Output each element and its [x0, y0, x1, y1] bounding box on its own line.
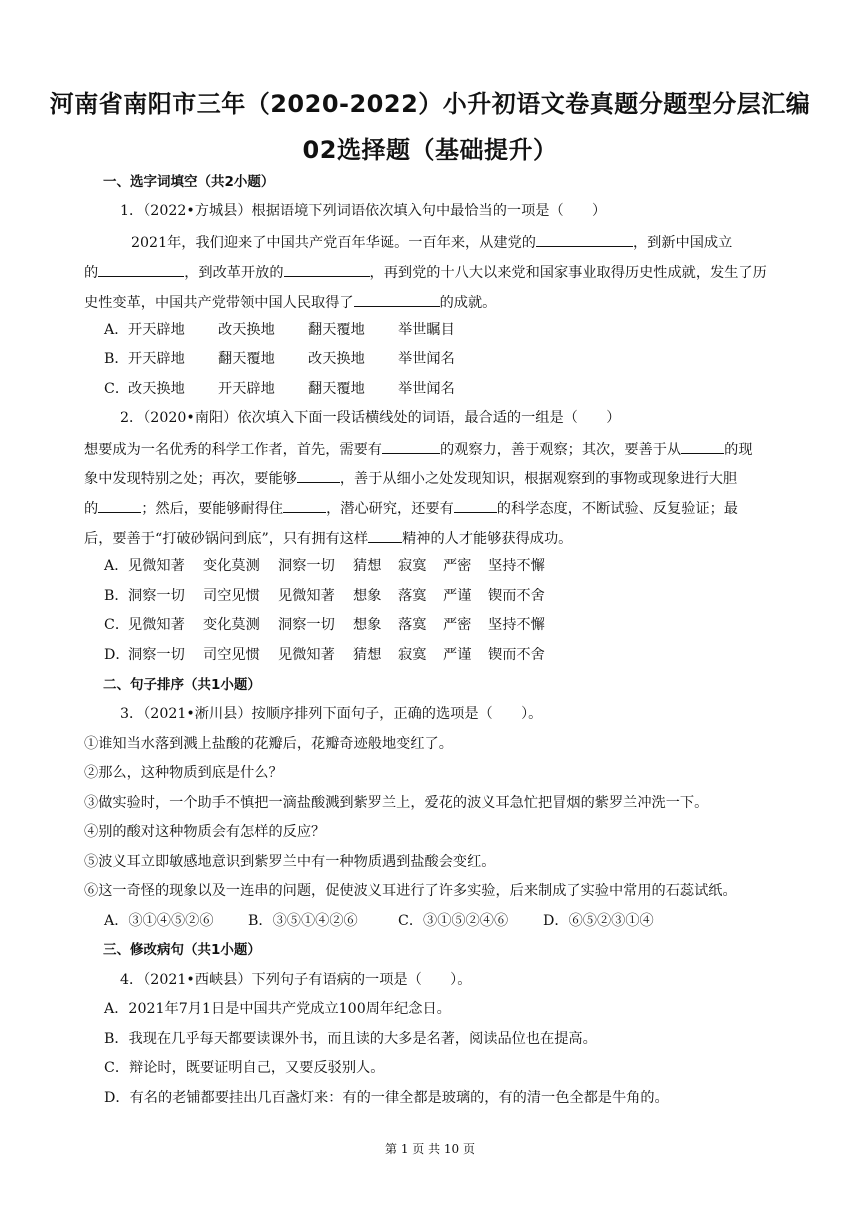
option-word: 洞察一切	[278, 617, 335, 633]
question-1-option-b	[104, 349, 455, 369]
text: ，到改革开放的	[184, 265, 284, 281]
option-word: 洞察一切	[278, 558, 335, 574]
option-word: 翻天覆地	[308, 322, 365, 338]
option-c: C．③①⑤②④⑥	[398, 913, 509, 929]
question-1-option-a	[104, 320, 455, 340]
question-4-option-c: C．辩论时，既要证明自己，又要反驳别人。	[104, 1060, 385, 1076]
option-word: 洞察一切	[128, 588, 185, 604]
option-word: 开天辟地	[128, 322, 185, 338]
question-3-stem: 3．（2021•淅川县）按顺序排列下面句子，正确的选项是（ ）。	[120, 706, 543, 722]
question-2-passage-line3	[84, 497, 738, 519]
option-word: 锲而不舍	[488, 588, 545, 604]
question-2-passage-line1	[84, 438, 753, 460]
option-letter: B．	[104, 588, 129, 604]
question-3-sentence-3: ③做实验时，一个助手不慎把一滴盐酸溅到紫罗兰上，爱花的波义耳急忙把冒烟的紫罗兰冲洗一下。	[84, 795, 709, 811]
option-word: 严密	[443, 558, 472, 574]
blank	[297, 467, 340, 483]
option-word: 寂寞	[398, 558, 427, 574]
option-letter: C．	[104, 617, 130, 633]
question-2-passage-line4	[84, 527, 572, 549]
option-word: 严谨	[443, 588, 472, 604]
option-letter: D．	[104, 647, 130, 663]
option-letter: A．	[104, 322, 129, 338]
option-b: B．③⑤①④②⑥	[248, 913, 358, 929]
option-word: 洞察一切	[128, 647, 185, 663]
option-word: 想象	[353, 588, 382, 604]
question-1-stem: 1．（2022•方城县）根据语境下列词语依次填入句中最恰当的一项是（ ）	[120, 203, 607, 219]
text: 想要成为一名优秀的科学工作者，首先，需要有	[84, 442, 382, 458]
option-word: 开天辟地	[218, 381, 275, 397]
option-word: 猜想	[353, 558, 382, 574]
option-word: 改天换地	[308, 351, 365, 367]
blank	[454, 497, 497, 513]
blank	[354, 291, 440, 307]
option-letter: C．	[104, 381, 130, 397]
document-title-line2: 02选择题（基础提升）	[302, 136, 558, 164]
option-word: 严密	[443, 617, 472, 633]
question-4-option-b: B．我现在几乎每天都要读课外书，而且读的大多是名著，阅读品位也在提高。	[104, 1031, 597, 1047]
option-word: 改天换地	[218, 322, 275, 338]
section-heading-1: 一、选字词填空（共2小题）	[103, 174, 275, 190]
option-word: 锲而不舍	[488, 647, 545, 663]
text: 2021年，我们迎来了中国共产党百年华诞。一百年来，从建党的	[131, 235, 536, 251]
blank	[98, 497, 141, 513]
text: 的	[84, 501, 99, 517]
question-2-passage-line2	[84, 467, 737, 489]
option-word: 司空见惯	[203, 647, 260, 663]
question-3-sentence-6: ⑥这一奇怪的现象以及一连串的问题，促使波义耳进行了许多实验，后来制成了实验中常用的石蕊试纸。	[84, 883, 737, 899]
document-title-line1: 河南省南阳市三年（2020-2022）小升初语文卷真题分题型分层汇编	[49, 90, 811, 118]
question-3-options	[104, 911, 654, 931]
option-word: 见微知著	[278, 647, 335, 663]
page-footer: 第 1 页 共 10 页	[385, 1142, 475, 1156]
text: 史性变革，中国共产党带领中国人民取得了	[84, 295, 354, 311]
blank	[536, 231, 633, 247]
text: 的科学态度，不断试验、反复验证；最	[496, 501, 738, 517]
option-d: D．⑥⑤②③①④	[543, 913, 654, 929]
question-2-option-d	[104, 645, 545, 665]
option-word: 举世闻名	[398, 351, 455, 367]
option-word: 见微知著	[278, 588, 335, 604]
option-word: 坚持不懈	[488, 558, 545, 574]
text: ；然后，要能够耐得住	[141, 501, 284, 517]
text: ，到新中国成立	[632, 235, 733, 251]
question-4-stem: 4．（2021•西峡县）下列句子有语病的一项是（ ）。	[120, 972, 472, 988]
blank	[368, 527, 402, 543]
question-3-sentence-4: ④别的酸对这种物质会有怎样的反应？	[84, 824, 326, 840]
text: 后，要善于“打破砂锅问到底”，只有拥有这样	[84, 531, 369, 547]
blank	[284, 261, 370, 277]
text: ，潜心研究，还要有	[326, 501, 454, 517]
question-1-passage-line1	[131, 231, 732, 253]
option-letter: A．	[104, 558, 129, 574]
text: 的现	[724, 442, 753, 458]
option-word: 想象	[353, 617, 382, 633]
option-word: 落寞	[398, 588, 427, 604]
question-3-sentence-2: ②那么，这种物质到底是什么？	[84, 765, 283, 781]
question-1-passage-line3	[84, 291, 496, 313]
option-word: 司空见惯	[203, 588, 260, 604]
option-word: 开天辟地	[128, 351, 185, 367]
option-word: 见微知著	[128, 558, 185, 574]
question-2-option-b	[104, 586, 545, 606]
blank	[382, 438, 440, 454]
text: ，再到党的十八大以来党和国家事业取得历史性成就，发生了历	[369, 265, 767, 281]
option-word: 翻天覆地	[308, 381, 365, 397]
option-word: 寂寞	[398, 647, 427, 663]
option-word: 举世瞩目	[398, 322, 455, 338]
option-word: 变化莫测	[203, 558, 260, 574]
option-word: 翻天覆地	[218, 351, 275, 367]
question-3-sentence-5: ⑤波义耳立即敏感地意识到紫罗兰中有一种物质遇到盐酸会变红。	[84, 854, 496, 870]
question-4-option-d: D．有名的老铺都要挂出几百盏灯来：有的一律全都是玻璃的，有的清一色全都是牛角的。	[104, 1090, 669, 1106]
option-word: 改天换地	[128, 381, 185, 397]
option-word: 坚持不懈	[488, 617, 545, 633]
option-word: 严谨	[443, 647, 472, 663]
option-word: 猜想	[353, 647, 382, 663]
blank	[98, 261, 184, 277]
text: 的观察力，善于观察；其次，要善于从	[439, 442, 682, 458]
blank	[283, 497, 326, 513]
option-letter: B．	[104, 351, 129, 367]
option-word: 变化莫测	[203, 617, 260, 633]
option-word: 举世闻名	[398, 381, 455, 397]
question-2-option-a	[104, 556, 545, 576]
section-heading-3: 三、修改病句（共1小题）	[103, 942, 261, 958]
question-1-option-c	[104, 379, 455, 399]
text: ，善于从细小之处发现知识，根据观察到的事物或现象进行大胆	[339, 471, 738, 487]
question-4-option-a: A．2021年7月1日是中国共产党成立100周年纪念日。	[104, 1001, 451, 1017]
question-2-stem: 2．（2020•南阳）依次填入下面一段话横线处的词语，最合适的一组是（ ）	[120, 410, 621, 426]
option-word: 见微知著	[128, 617, 185, 633]
section-heading-2: 二、句子排序（共1小题）	[103, 677, 261, 693]
question-1-passage-line2	[84, 261, 767, 283]
text: 的成就。	[439, 295, 497, 311]
text: 的	[84, 265, 99, 281]
option-word: 落寞	[398, 617, 427, 633]
text: 精神的人才能够获得成功。	[402, 531, 573, 547]
option-a: A．③①④⑤②⑥	[104, 913, 214, 929]
blank	[681, 438, 724, 454]
text: 象中发现特别之处；再次，要能够	[84, 471, 297, 487]
question-2-option-c	[104, 615, 545, 635]
question-3-sentence-1: ①谁知当水落到溅上盐酸的花瓣后，花瓣奇迹般地变红了。	[84, 736, 453, 752]
